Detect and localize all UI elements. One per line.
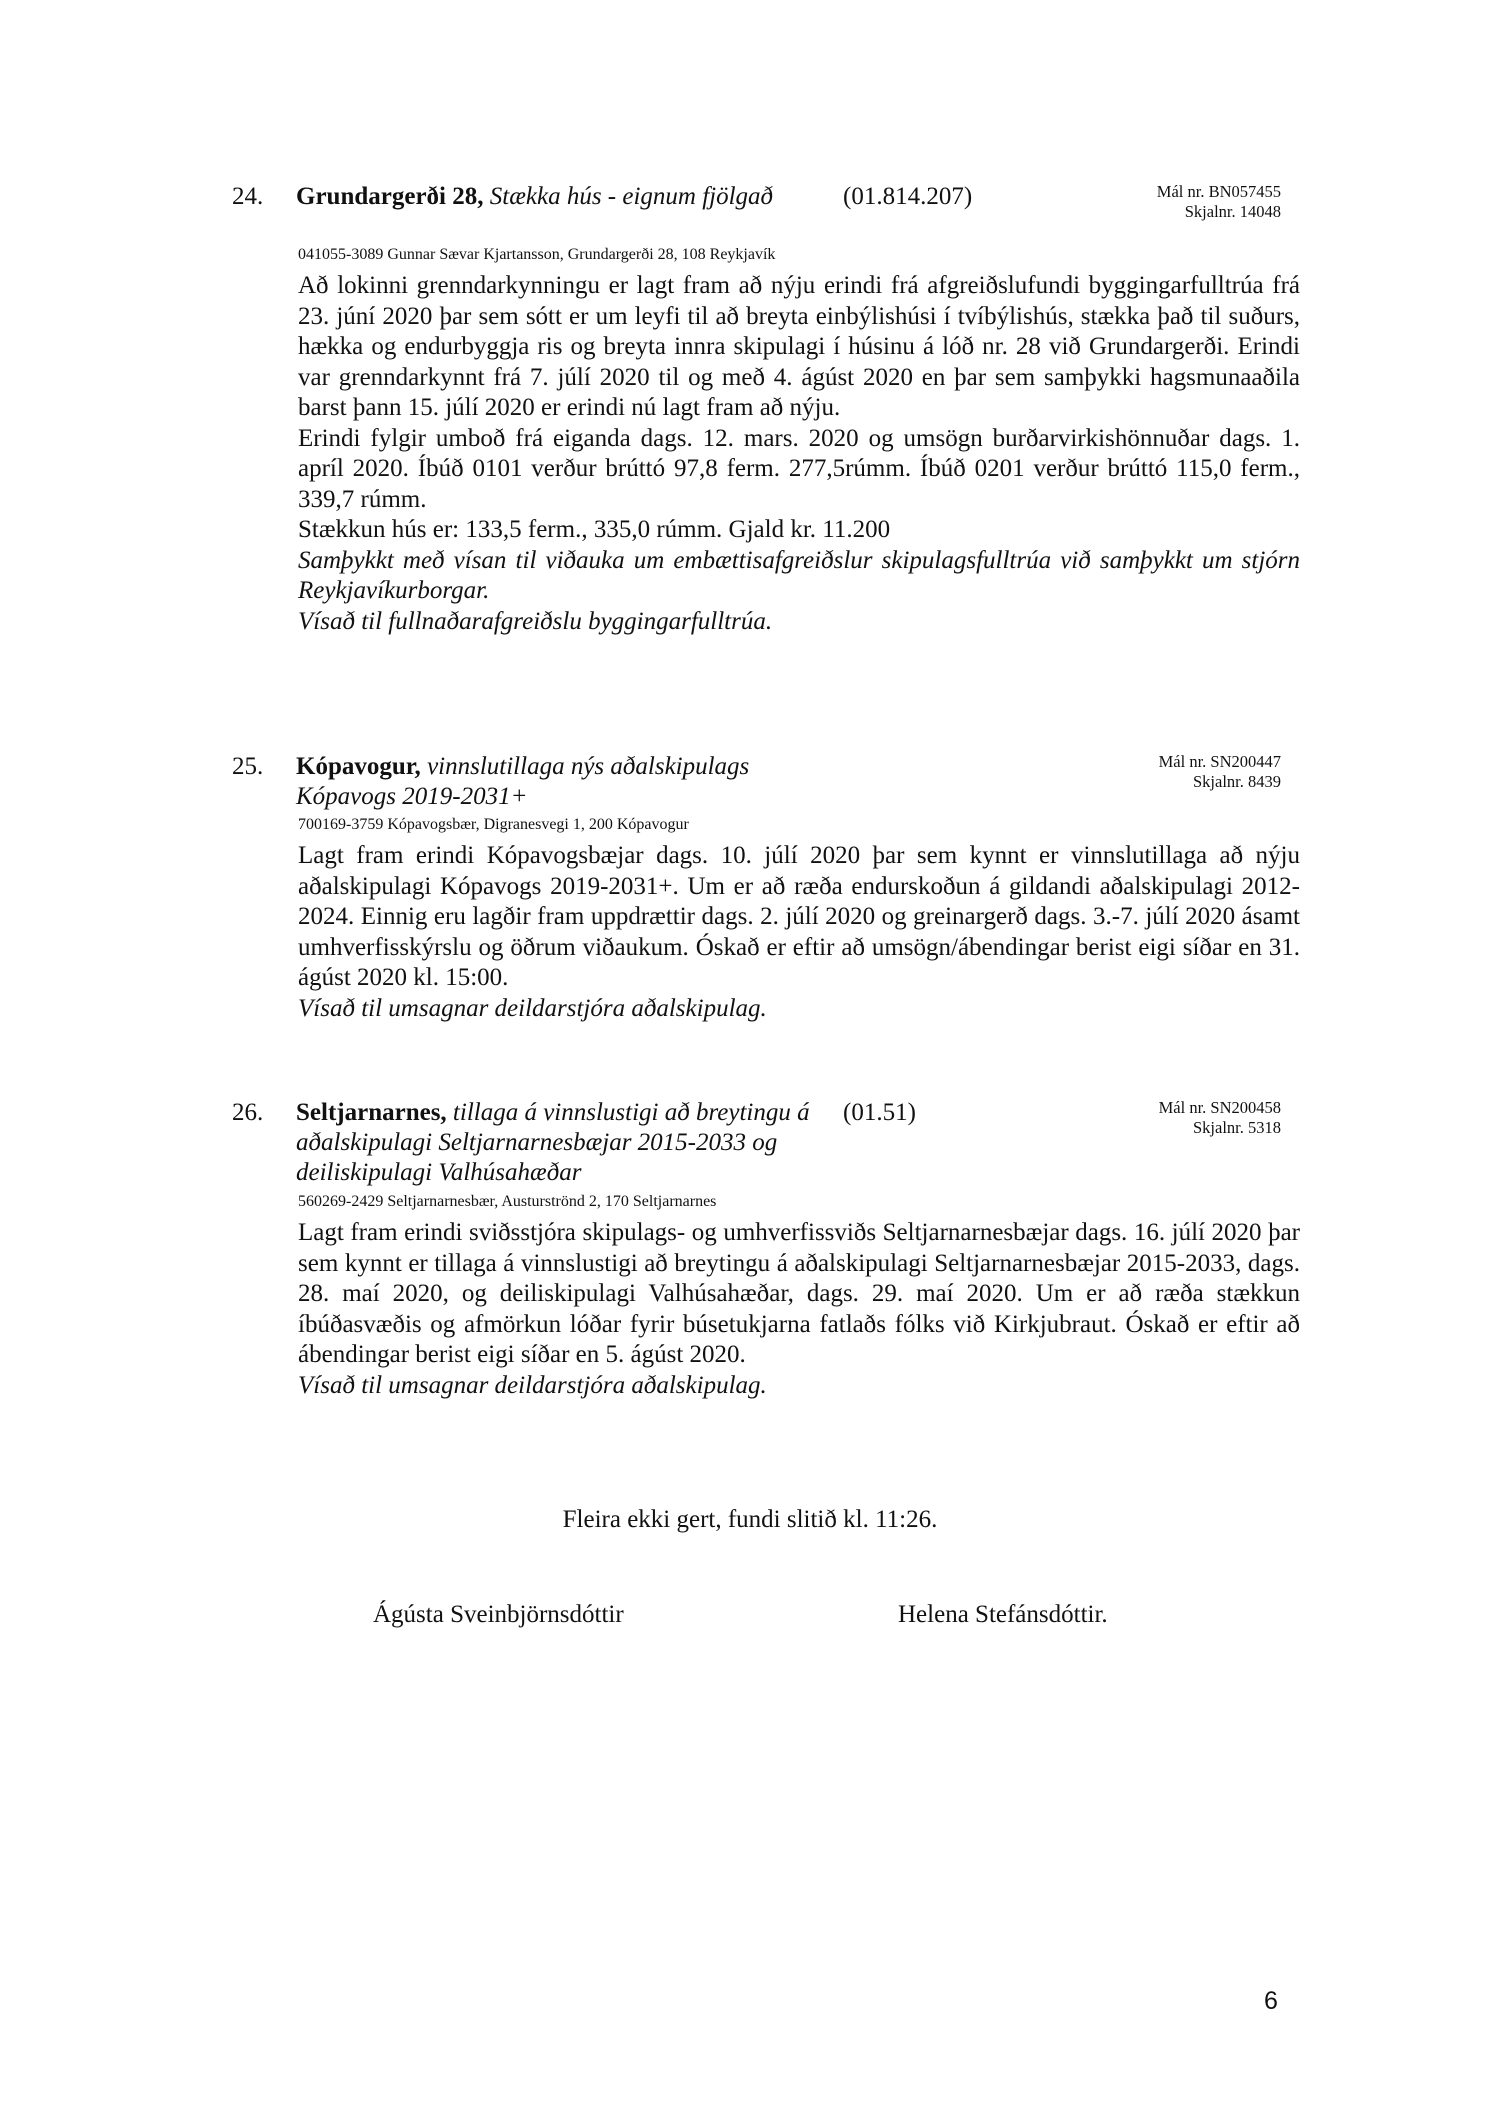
- item-number: 24.: [232, 183, 264, 210]
- signature-left: Ágústa Sveinbjörnsdóttir: [373, 1601, 624, 1628]
- item-name: Grundargerði 28,: [296, 183, 484, 210]
- item-land-code: (01.51): [843, 1099, 916, 1126]
- item-applicant: 700169-3759 Kópavogsbær, Digranesvegi 1, 200 Kópavogur: [298, 816, 689, 833]
- item-decision: Vísað til umsagnar deildarstjóra aðalskipulag.: [298, 1371, 767, 1399]
- item-paragraph: Erindi fylgir umboð frá eiganda dags. 12. mars. 2020 og umsögn burðarvirkishönnuðar dags. 1. apríl 2020. Íbúð 0101 verður brúttó 97,8 ferm. 277,5rúmm. Íbúð 0201 verður brúttó 115,0 ferm., 339,7 rúmm.: [298, 424, 1300, 513]
- item-body: [298, 1218, 1300, 1401]
- item-decision: Vísað til fullnaðarafgreiðslu byggingarfulltrúa.: [298, 607, 773, 635]
- item-applicant: 560269-2429 Seltjarnarnesbær, Austurströnd 2, 170 Seltjarnarnes: [298, 1193, 717, 1210]
- item-name: Seltjarnarnes,: [296, 1099, 447, 1126]
- item-body: [298, 841, 1300, 1024]
- item-applicant: 041055-3089 Gunnar Sævar Kjartansson, Grundargerði 28, 108 Reykjavík: [298, 246, 776, 263]
- item-subject: vinnslutillaga nýs aðalskipulags Kópavogs 2019-2031+: [296, 753, 750, 810]
- item-decision: Vísað til umsagnar deildarstjóra aðalskipulag.: [298, 994, 767, 1022]
- item-case-number: Mál nr. SN200458: [1158, 1098, 1281, 1117]
- item-case-number: Mál nr. SN200447: [1158, 752, 1281, 771]
- item-paragraph: Lagt fram erindi sviðsstjóra skipulags- og umhverfissviðs Seltjarnarnesbæjar dags. 16. júlí 2020 þar sem kynnt er tillaga á vinnslustigi að breytingu á aðalskipulagi Seltjarnarnesbæjar 2015-2033, dags. 28. maí 2020, og deiliskipulagi Valhúsahæðar, dags. 29. maí 2020. Um er að ræða stækkun íbúðasvæðis og afmörkun lóðar fyrir búsetukjarna fatlaðs fólks við Kirkjubraut. Óskað er eftir að ábendingar berist eigi síðar en 5. ágúst 2020.: [298, 1219, 1300, 1368]
- item-land-code: (01.814.207): [843, 183, 973, 210]
- item-paragraph: Lagt fram erindi Kópavogsbæjar dags. 10. júlí 2020 þar sem kynnt er vinnslutillaga að nýju aðalskipulagi Kópavogs 2019-2031+. Um er að ræða endurskoðun á gildandi aðalskipulagi 2012-2024. Einnig eru lagðir fram uppdrættir dags. 2. júlí 2020 og greinargerð dags. 3.-7. júlí 2020 ásamt umhverfisskýrslu og öðrum viðaukum. Óskað er eftir að umsögn/ábendingar berist eigi síðar en 31. ágúst 2020 kl. 15:00.: [298, 842, 1300, 991]
- item-subject: Stækka hús - eignum fjölgað: [489, 183, 774, 210]
- item-decision: Samþykkt með vísan til viðauka um embættisafgreiðslur skipulagsfulltrúa við samþykkt um stjórn Reykjavíkurborgar.: [298, 546, 1300, 604]
- item-paragraph: Stækkun hús er: 133,5 ferm., 335,0 rúmm. Gjald kr. 11.200: [298, 516, 891, 543]
- signature-right: Helena Stefánsdóttir.: [898, 1601, 1108, 1628]
- item-title: [296, 182, 826, 212]
- item-number: 25.: [232, 753, 264, 780]
- meeting-closing: Fleira ekki gert, fundi slitið kl. 11:26.: [562, 1506, 938, 1533]
- item-file-number: Skjalnr. 8439: [1192, 772, 1281, 791]
- item-title: [296, 752, 826, 812]
- page-number: 6: [1264, 1987, 1278, 2015]
- item-case-number: Mál nr. BN057455: [1156, 182, 1281, 201]
- item-paragraph: Að lokinni grenndarkynningu er lagt fram að nýju erindi frá afgreiðslufundi byggingarfulltrúa frá 23. júní 2020 þar sem sótt er um leyfi til að breyta einbýlishúsi í tvíbýlishús, stækka það til suðurs, hækka og endurbyggja ris og breyta innra skipulagi í húsinu á lóð nr. 28 við Grundargerði. Erindi var grenndarkynnt frá 7. júlí 2020 til og með 4. ágúst 2020 en þar sem samþykki hagsmunaaðila barst þann 15. júlí 2020 er erindi nú lagt fram að nýju.: [298, 272, 1300, 421]
- item-body: [298, 271, 1300, 637]
- item-number: 26.: [232, 1099, 264, 1126]
- item-subject: tillaga á vinnslustigi að breytingu á aðalskipulagi Seltjarnarnesbæjar 2015-2033 og deiliskipulagi Valhúsahæðar: [296, 1099, 810, 1186]
- item-file-number: Skjalnr. 14048: [1184, 202, 1281, 221]
- item-title: [296, 1098, 826, 1188]
- item-file-number: Skjalnr. 5318: [1192, 1118, 1281, 1137]
- item-name: Kópavogur,: [296, 753, 421, 780]
